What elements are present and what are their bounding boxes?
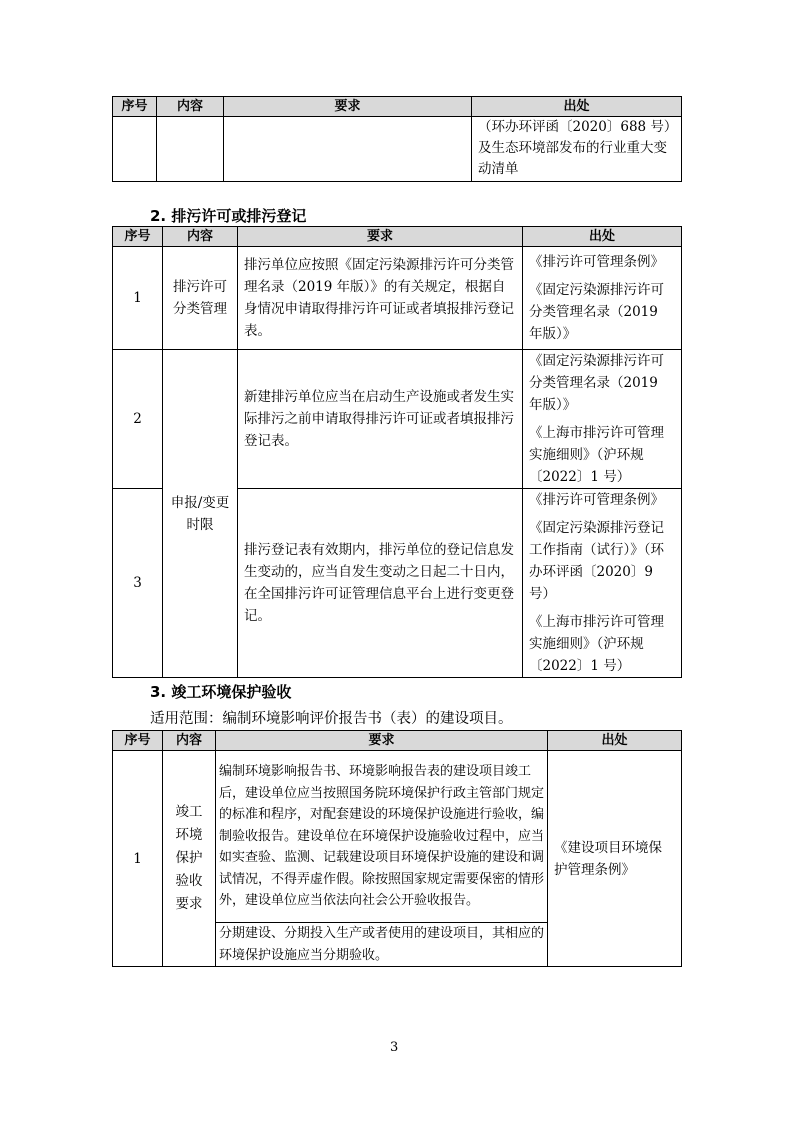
table-header-row [113, 731, 682, 751]
header-source: 出处 [472, 97, 682, 117]
source-item: 《排污许可管理条例》 [529, 492, 664, 508]
header-seq: 序号 [113, 227, 163, 247]
source-item: 《排污许可管理条例》 [529, 254, 664, 270]
cell-content: 申报/变更时限 [163, 350, 238, 678]
table-header-row [113, 227, 682, 247]
cell-requirement: 排污登记表有效期内，排污单位的登记信息发生变动的，应当自发生变动之日起二十日内，在全国排污许可证管理信息平台上进行变更登记。 [238, 489, 523, 678]
cell-seq [113, 117, 157, 182]
cell-source: （环办环评函〔2020〕688 号）及生态环境部发布的行业重大变动清单 [472, 117, 682, 182]
header-content: 内容 [163, 227, 238, 247]
header-source: 出处 [548, 731, 682, 751]
cell-content [157, 117, 224, 182]
source-item: 《固定污染源排污许可分类管理名录（2019 年版）》 [529, 353, 664, 413]
header-source: 出处 [523, 227, 682, 247]
cell-source [523, 350, 682, 489]
cell-source [523, 247, 682, 350]
cell-content: 排污许可分类管理 [163, 247, 238, 350]
header-content: 内容 [163, 731, 216, 751]
cell-content: 竣工环境保护验收要求 [163, 751, 216, 967]
scope-text: 适用范围：编制环境影响评价报告书（表）的建设项目。 [150, 711, 513, 727]
section-heading-permit: 2. 排污许可或排污登记 [150, 207, 307, 225]
table-acceptance [112, 730, 682, 967]
source-item: 《固定污染源排污许可分类管理名录（2019 年版）》 [529, 282, 664, 342]
cell-seq: 2 [113, 350, 163, 489]
header-requirement: 要求 [224, 97, 472, 117]
source-item: 《上海市排污许可管理实施细则》（沪环规〔2022〕1 号） [529, 425, 664, 485]
source-item: 《上海市排污许可管理实施细则》（沪环规〔2022〕1 号） [529, 614, 664, 674]
cell-requirement: 新建排污单位应当在启动生产设施或者发生实际排污之前申请取得排污许可证或者填报排污登记表。 [238, 350, 523, 489]
cell-seq: 1 [113, 751, 163, 967]
header-requirement: 要求 [238, 227, 523, 247]
cell-seq: 1 [113, 247, 163, 350]
table-row [113, 247, 682, 350]
cell-source: 《建设项目环境保护管理条例》 [548, 751, 682, 967]
cell-source [523, 489, 682, 678]
table-row [113, 751, 682, 923]
table-header-row [113, 97, 682, 117]
header-seq: 序号 [113, 731, 163, 751]
cell-seq: 3 [113, 489, 163, 678]
table-row [113, 117, 682, 182]
cell-requirement: 编制环境影响报告书、环境影响报告表的建设项目竣工后，建设单位应当按照国务院环境保护行政主管部门规定的标准和程序，对配套建设的环境保护设施进行验收，编制验收报告。建设单位在环境保护设施验收过程中，应当如实查验、监测、记载建设项目环境保护设施的建设和调试情况，不得弄虚作假。除按照国家规定需要保密的情形外，建设单位应当依法向社会公开验收报告。 [216, 751, 548, 923]
header-seq: 序号 [113, 97, 157, 117]
cell-requirement: 分期建设、分期投入生产或者使用的建设项目，其相应的环境保护设施应当分期验收。 [216, 923, 548, 967]
cell-requirement: 排污单位应按照《固定污染源排污许可分类管理名录（2019 年版）》的有关规定，根据自身情况申请取得排污许可证或者填报排污登记表。 [238, 247, 523, 350]
section-heading-acceptance: 3. 竣工环境保护验收 [150, 683, 292, 701]
table-permit [112, 226, 682, 678]
source-item: 《固定污染源排污登记工作指南（试行）》（环办环评函〔2020〕9 号） [529, 520, 664, 602]
header-content: 内容 [157, 97, 224, 117]
page-number: 3 [390, 1040, 399, 1055]
table-continued [112, 96, 682, 182]
cell-requirement [224, 117, 472, 182]
table-row [113, 350, 682, 489]
header-requirement: 要求 [216, 731, 548, 751]
